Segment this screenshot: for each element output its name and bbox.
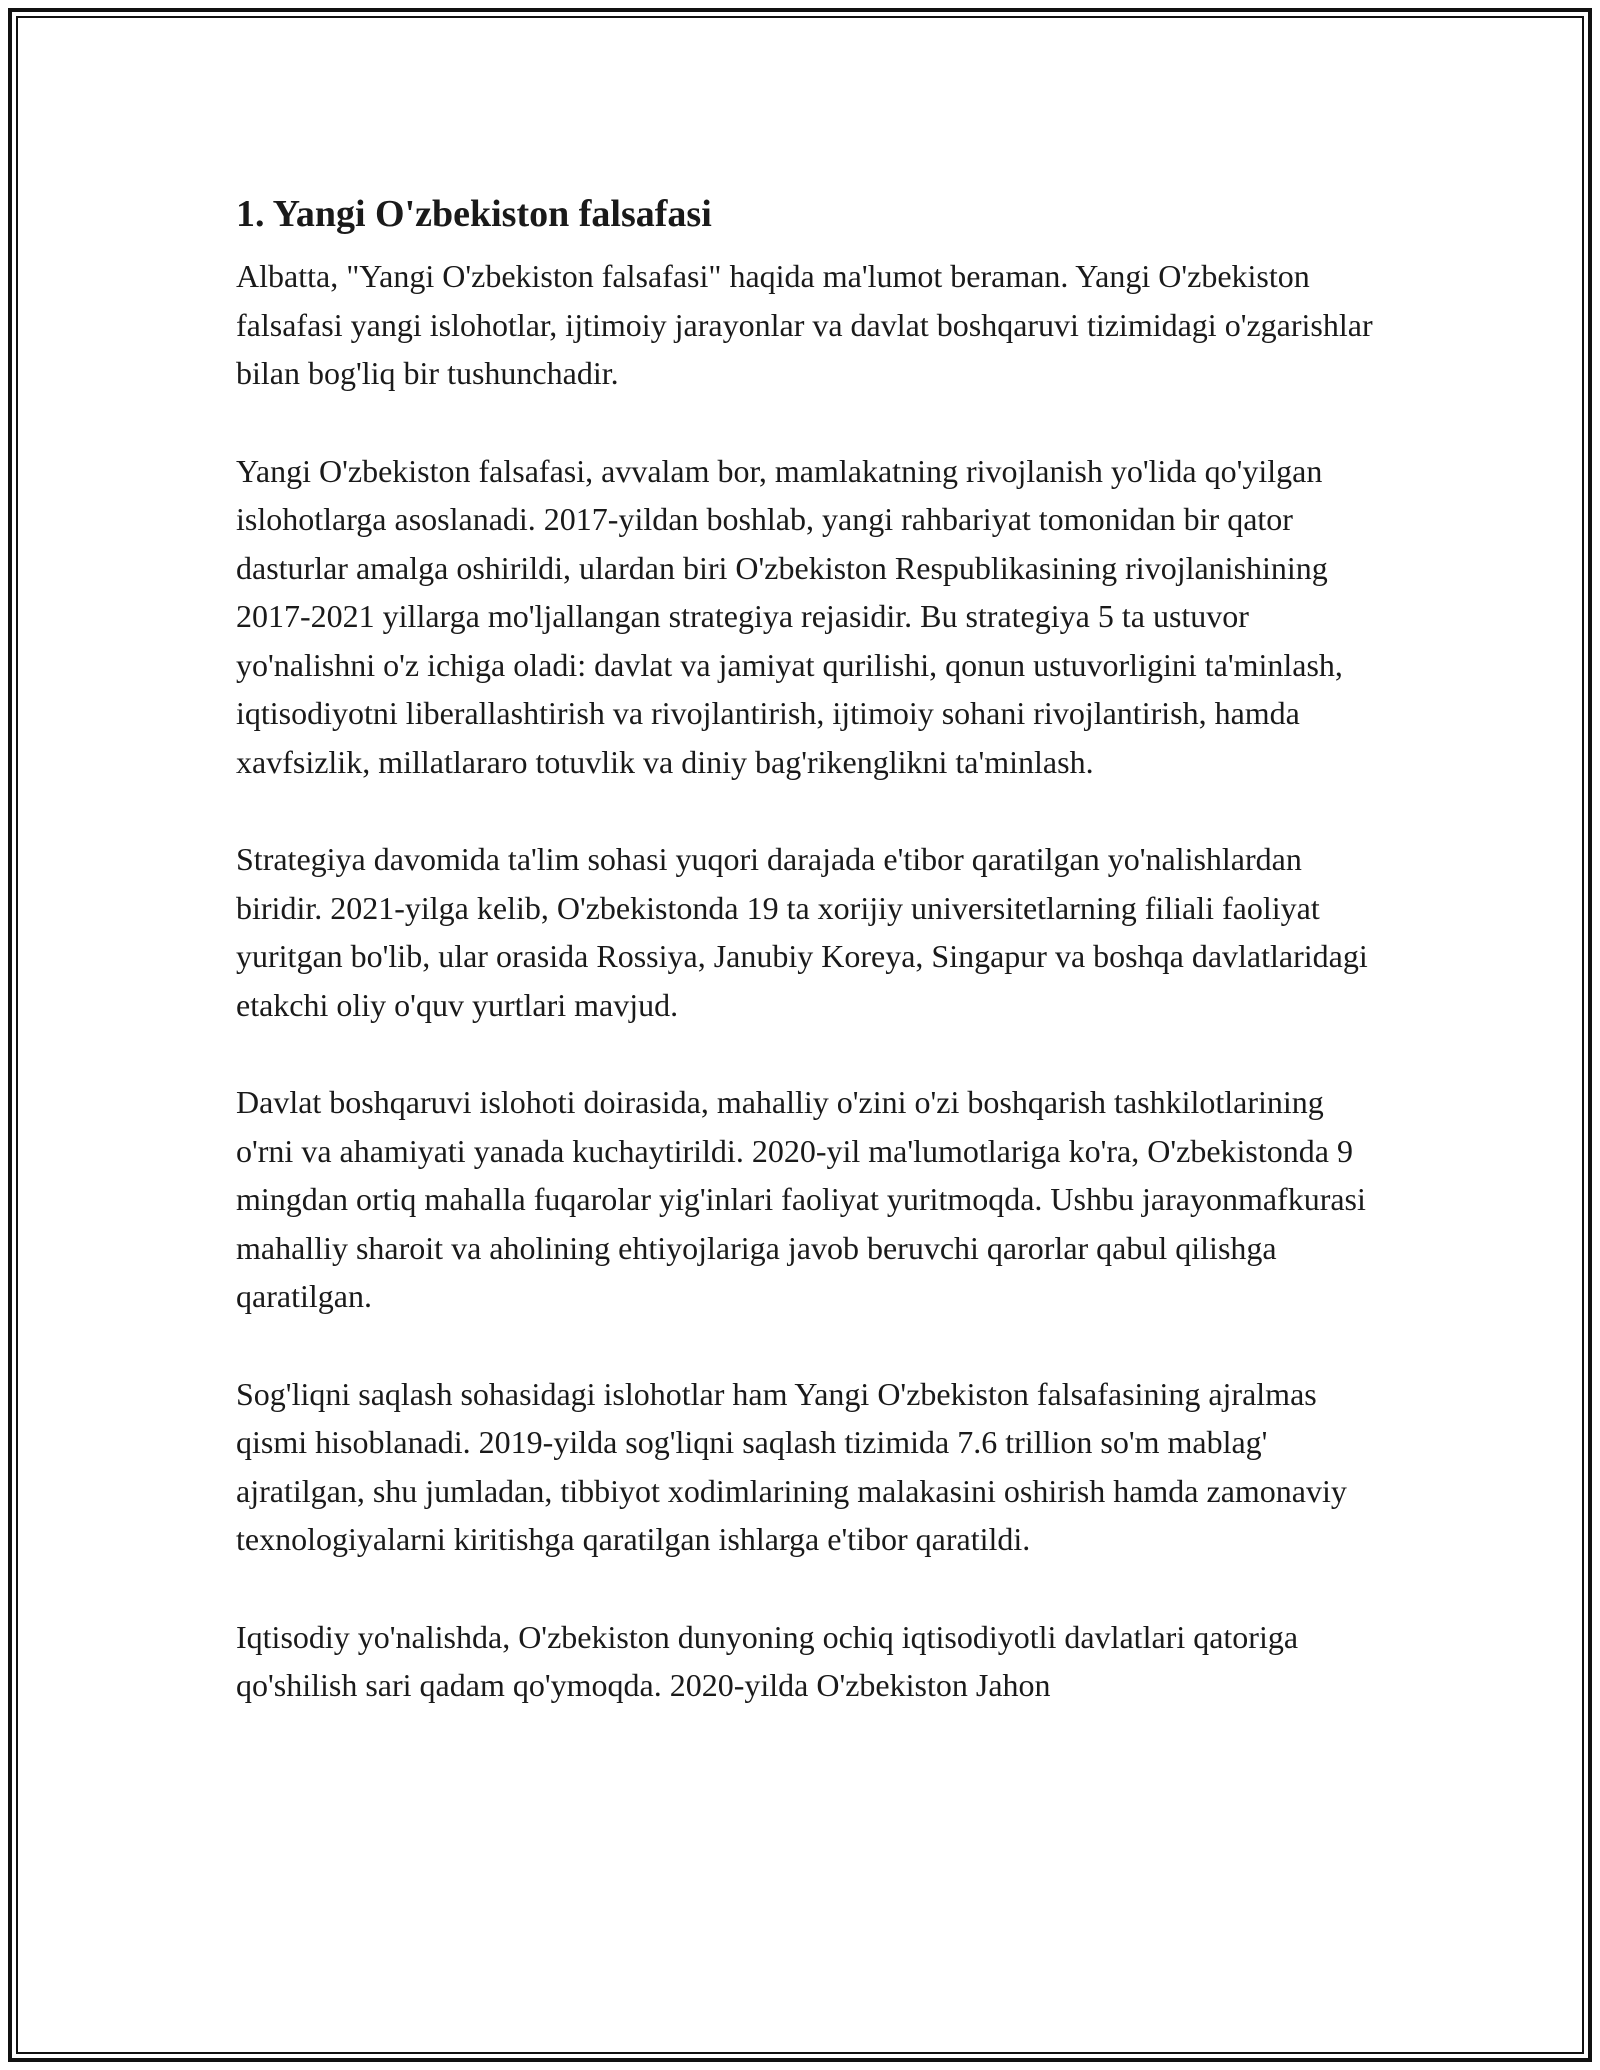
paragraph-healthcare: Sog'liqni saqlash sohasidagi islohotlar ham Yangi O'zbekiston falsafasining ajralmas qismi hisoblanadi. 2019-yilda sog'liqni saqlash tizimida 7.6 trillion so'm mablag' ajratilgan, shu jumladan, tibbiyot xodimlarining malakasini oshirish hamda zamonaviy texnologiyalarni kiritishga qaratilgan ishlarga e'tibor qaratildi. — [236, 1375, 1347, 1557]
section-heading: 1. Yangi O'zbekiston falsafasi — [236, 193, 712, 235]
document-body — [236, 186, 1386, 1759]
paragraph-education: Strategiya davomida ta'lim sohasi yuqori darajada e'tibor qaratilgan yo'nalishlardan biridir. 2021-yilga kelib, O'zbekistonda 19 ta xorijiy universitetlarning filiali faoliyat yuritgan bo'lib, ular orasida Rossiya, Janubiy Koreya, Singapur va boshqa davlatlaridagi etakchi oliy o'quv yurtlari mavjud. — [236, 841, 1368, 1023]
paragraph-governance: Davlat boshqaruvi islohoti doirasida, mahalliy o'zini o'zi boshqarish tashkilotlarining o'rni va ahamiyati yanada kuchaytirildi. 2020-yil ma'lumotlariga ko'ra, O'zbekistonda 9 mingdan ortiq mahalla fuqarolar yig'inlari faoliyat yuritmoqda. Ushbu jarayonmafkurasi mahalliy sharoit va aholining ehtiyojlariga javob beruvchi qarorlar qabul qilishga qaratilgan. — [236, 1084, 1366, 1314]
paragraph-economy: Iqtisodiy yo'nalishda, O'zbekiston dunyoning ochiq iqtisodiyotli davlatlari qatoriga qo'shilish sari qadam qo'ymoqda. 2020-yilda O'zbekiston Jahon — [236, 1618, 1299, 1703]
paragraph-reforms: Yangi O'zbekiston falsafasi, avvalam bor, mamlakatning rivojlanish yo'lida qo'yilgan islohotlarga asoslanadi. 2017-yildan boshlab, yangi rahbariyat tomonidan bir qator dasturlar amalga oshirildi, ulardan biri O'zbekiston Respublikasining rivojlanishining 2017-2021 yillarga mo'ljallangan strategiya rejasidir. Bu strategiya 5 ta ustuvor yo'nalishni o'z ichiga oladi: davlat va jamiyat qurilishi, qonun ustuvorligini ta'minlash, iqtisodiyotni liberallashtirish va rivojlantirish, ijtimoiy sohani rivojlantirish, hamda xavfsizlik, millatlararo totuvlik va diniy bag'rikenglikni ta'minlash. — [236, 452, 1343, 780]
paragraph-intro: Albatta, "Yangi O'zbekiston falsafasi" haqida ma'lumot beraman. Yangi O'zbekiston falsafasi yangi islohotlar, ijtimoiy jarayonlar va davlat boshqaruvi tizimidagi o'zgarishlar bilan bog'liq bir tushunchadir. — [236, 258, 1373, 391]
